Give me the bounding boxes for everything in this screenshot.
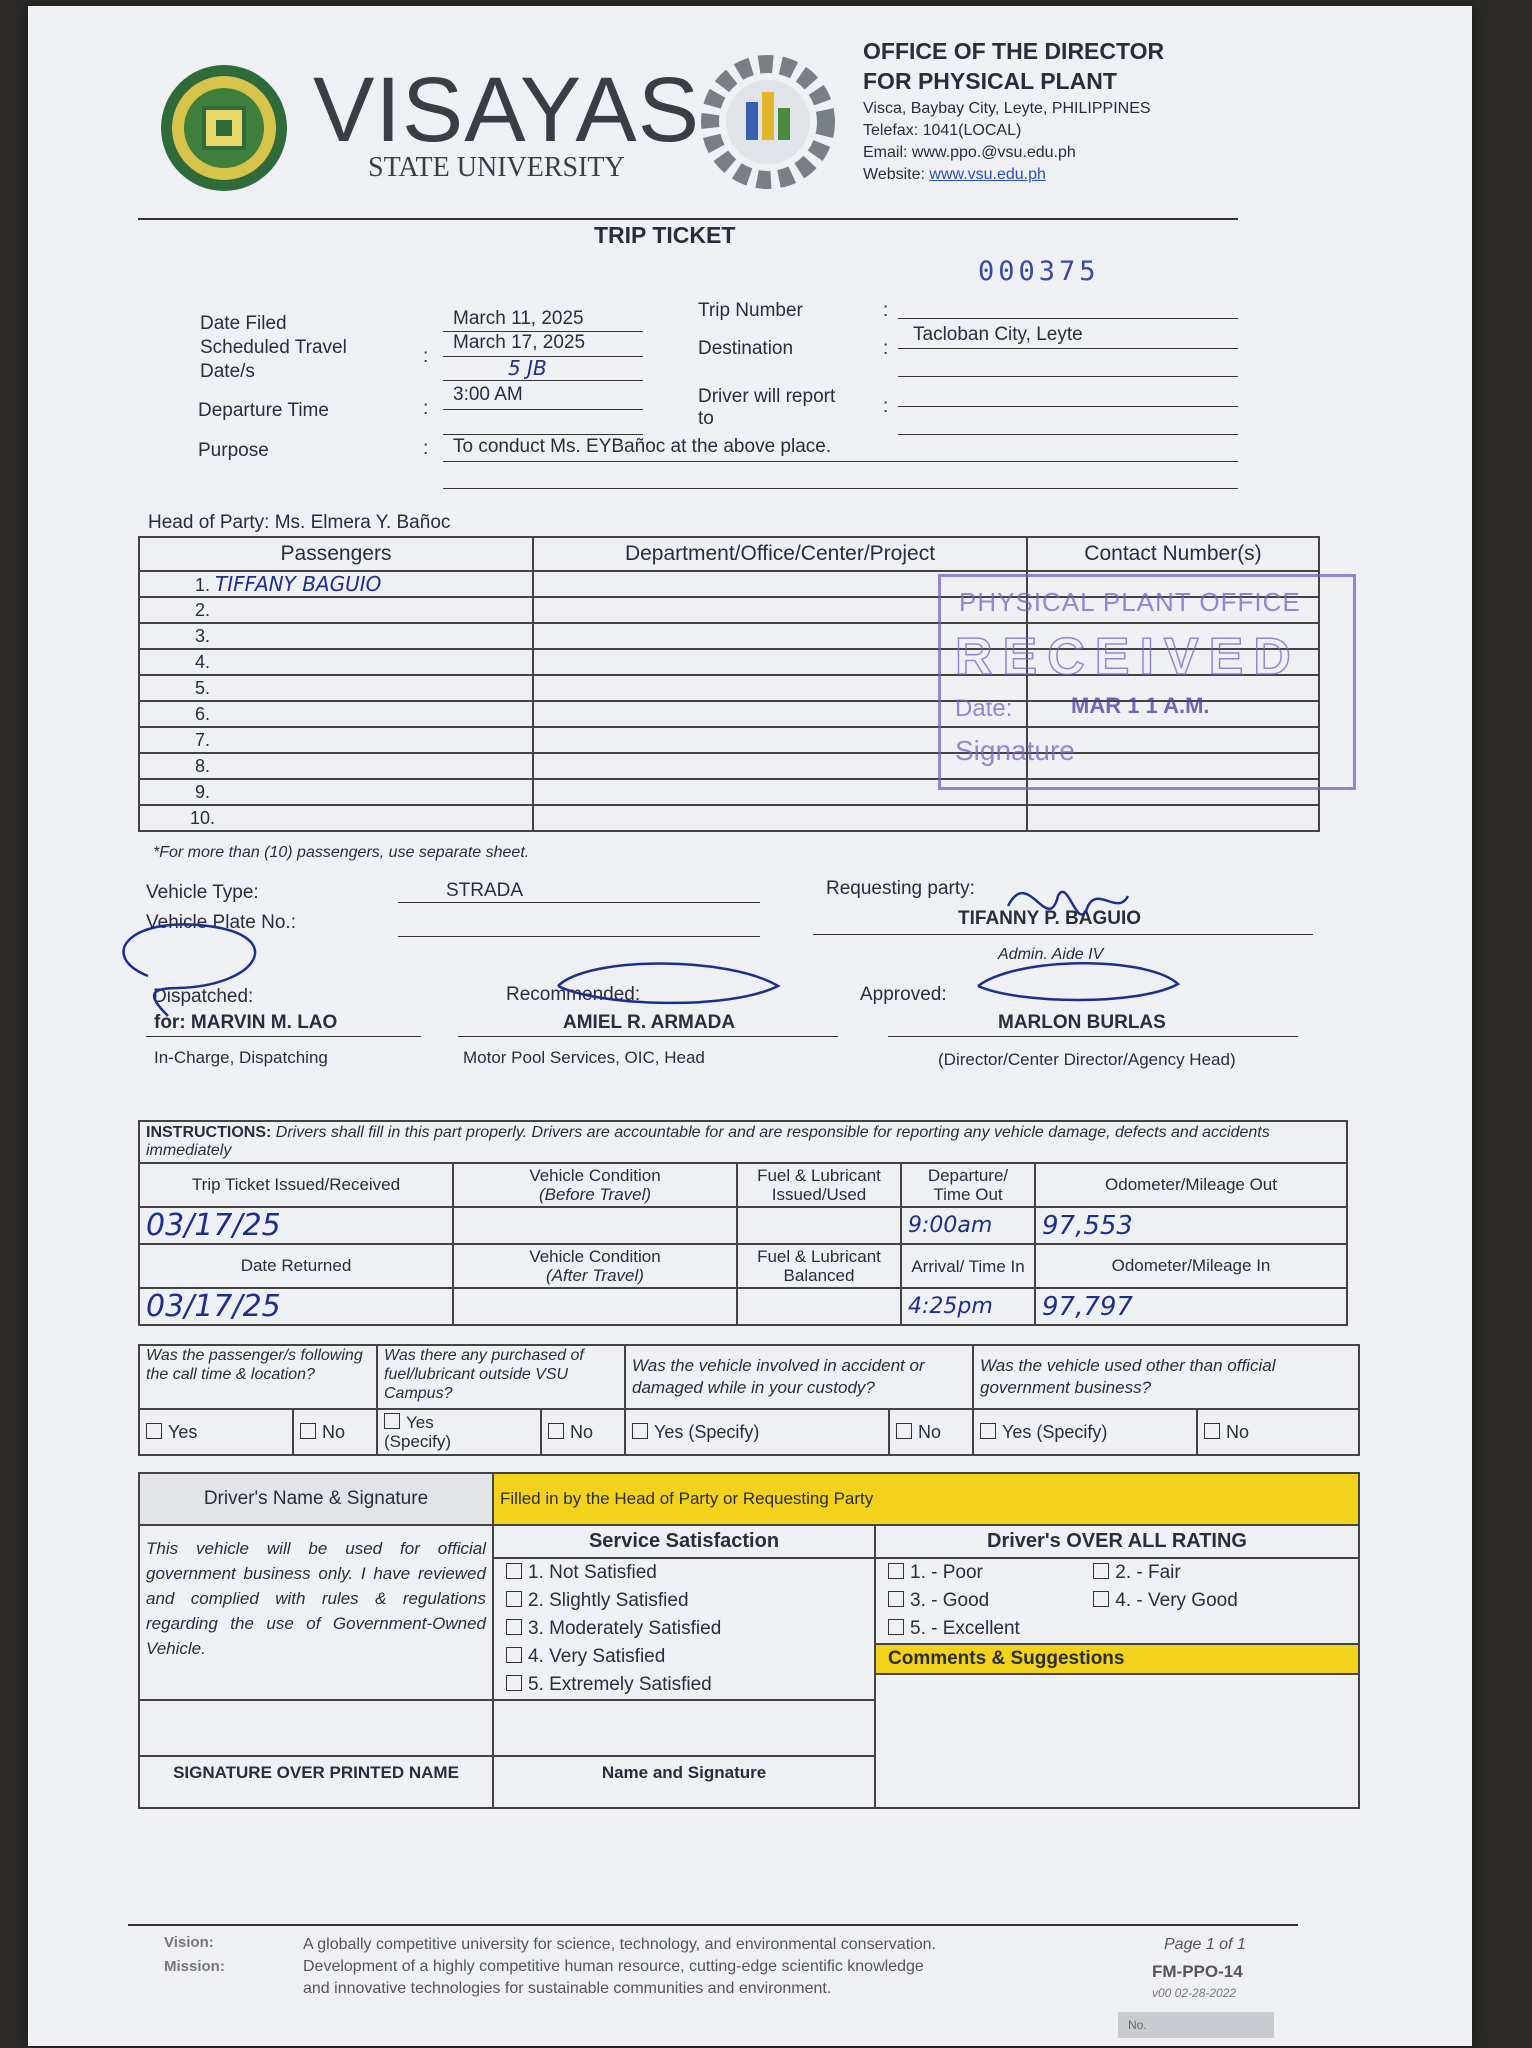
checkbox-icon bbox=[1093, 1563, 1109, 1579]
date-filed-value: March 11, 2025 bbox=[453, 308, 584, 329]
checkbox-icon bbox=[548, 1423, 564, 1439]
driver-statement: This vehicle will be used for official government business only. I have reviewed and complied with rules & regulations regarding the use of Government-Owned Vehicle. bbox=[139, 1525, 493, 1700]
destination-value: Tacloban City, Leyte bbox=[913, 324, 1083, 345]
purpose-label: Purpose bbox=[198, 440, 269, 461]
checkbox-icon bbox=[980, 1423, 996, 1439]
passenger-row: 10. bbox=[139, 805, 533, 831]
departure-handwriting: 9:00am bbox=[901, 1207, 1035, 1244]
q1-yes[interactable]: Yes bbox=[139, 1409, 293, 1455]
signature-scribbles bbox=[88, 876, 1288, 1096]
cond-after: Vehicle Condition (After Travel) bbox=[453, 1244, 737, 1288]
requesting-party-title: Admin. Aide IV bbox=[998, 946, 1104, 963]
passenger-row: 9. bbox=[139, 779, 533, 805]
rating-heading: Driver's OVER ALL RATING bbox=[876, 1526, 1358, 1559]
passenger-row: 6. bbox=[139, 701, 533, 727]
checkbox-icon bbox=[1204, 1423, 1220, 1439]
checkbox-icon bbox=[506, 1591, 522, 1607]
rating-2[interactable]: 2. - Fair bbox=[1093, 1562, 1180, 1583]
office-website bbox=[863, 166, 1046, 184]
vehicle-type-label: Vehicle Type: bbox=[146, 882, 259, 903]
satisfaction-option[interactable]: 2. Slightly Satisfied bbox=[494, 1587, 874, 1615]
checkbox-icon bbox=[506, 1619, 522, 1635]
vehicle-type-value: STRADA bbox=[446, 880, 524, 901]
dispatched-title: In-Charge, Dispatching bbox=[154, 1048, 328, 1067]
stamp-received: RECEIVED bbox=[955, 628, 1301, 686]
destination-label: Destination bbox=[698, 338, 794, 359]
scheduled-label-2: Date/s bbox=[200, 361, 255, 382]
passenger-row: 2. bbox=[139, 597, 533, 623]
satisfaction-option[interactable]: 4. Very Satisfied bbox=[494, 1643, 874, 1671]
requesting-party-name: TIFANNY P. BAGUIO bbox=[958, 908, 1141, 929]
requesting-party-label: Requesting party: bbox=[826, 878, 975, 899]
checkbox-icon bbox=[506, 1675, 522, 1691]
vision-text: A globally competitive university for science, technology, and environmental conservation. bbox=[303, 1936, 936, 1953]
passenger-note: *For more than (10) passengers, use separate sheet. bbox=[153, 844, 530, 861]
report-label-2: to bbox=[698, 408, 714, 429]
mission-text-2: and innovative technologies for sustainable communities and environment. bbox=[303, 1980, 832, 1997]
rating-4[interactable]: 4. - Very Good bbox=[1093, 1590, 1238, 1611]
form-code: FM-PPO-14 bbox=[1152, 1962, 1243, 1981]
fuel-issued: Fuel & Lubricant Issued/Used bbox=[737, 1163, 901, 1207]
scheduled-handwriting: 5 JB bbox=[508, 356, 547, 380]
checkbox-icon bbox=[506, 1563, 522, 1579]
satisfaction-signature-label: Name and Signature bbox=[493, 1756, 875, 1808]
q4-yes[interactable]: Yes (Specify) bbox=[973, 1409, 1197, 1455]
recommended-label: Recommended: bbox=[506, 984, 641, 1005]
dispatched-label: Dispatched: bbox=[153, 986, 254, 1007]
approved-label: Approved: bbox=[860, 984, 947, 1005]
q1-no[interactable]: No bbox=[293, 1409, 377, 1455]
recommended-name: AMIEL R. ARMADA bbox=[563, 1012, 736, 1033]
passenger-row: 1. TIFFANY BAGUIO bbox=[139, 571, 533, 597]
satisfaction-option[interactable]: 5. Extremely Satisfied bbox=[494, 1671, 874, 1699]
form-title: TRIP TICKET bbox=[594, 222, 736, 248]
checkbox-icon bbox=[146, 1423, 162, 1439]
checkbox-icon bbox=[888, 1619, 904, 1635]
passenger-row: 8. bbox=[139, 753, 533, 779]
university-name-big: VISAYAS bbox=[313, 59, 701, 161]
instructions-text: INSTRUCTIONS: Drivers shall fill in this part properly. Drivers are accountable for and are responsible for reporting any vehicle damage, defects and accidents immediately bbox=[139, 1121, 1347, 1163]
checkbox-icon bbox=[300, 1423, 316, 1439]
scheduled-value: March 17, 2025 bbox=[453, 332, 586, 353]
passenger-row: 4. bbox=[139, 649, 533, 675]
returned-label: Date Returned bbox=[139, 1244, 453, 1288]
checkbox-icon bbox=[896, 1423, 912, 1439]
footer-divider bbox=[128, 1924, 1298, 1926]
checkbox-icon bbox=[632, 1423, 648, 1439]
q2-no[interactable]: No bbox=[541, 1409, 625, 1455]
rating-1[interactable]: 1. - Poor bbox=[888, 1562, 1088, 1584]
vehicle-plate-label: Vehicle Plate No.: bbox=[146, 912, 296, 933]
stamp-date-label: Date: bbox=[955, 695, 1013, 722]
odo-out: Odometer/Mileage Out bbox=[1035, 1163, 1347, 1207]
ticket-number: 000375 bbox=[978, 256, 1100, 287]
odo-in: Odometer/Mileage In bbox=[1035, 1244, 1347, 1288]
dispatched-name: for: MARVIN M. LAO bbox=[154, 1012, 338, 1033]
date-filed-label: Date Filed bbox=[200, 313, 287, 334]
stamp-signature-label: Signature bbox=[955, 735, 1075, 766]
odo-in-handwriting: 97,797 bbox=[1035, 1288, 1347, 1325]
office-title-1: OFFICE OF THE DIRECTOR bbox=[863, 38, 1165, 64]
q3-yes[interactable]: Yes (Specify) bbox=[625, 1409, 889, 1455]
checkbox-icon bbox=[1093, 1591, 1109, 1607]
arrival-in: Arrival/ Time In bbox=[901, 1244, 1035, 1288]
q4-no[interactable]: No bbox=[1197, 1409, 1359, 1455]
rating-3[interactable]: 3. - Good bbox=[888, 1590, 1088, 1612]
checkbox-icon bbox=[384, 1413, 400, 1429]
satisfaction-banner: Filled in by the Head of Party or Requesting Party bbox=[493, 1473, 1359, 1525]
form-version: v00 02-28-2022 bbox=[1152, 1986, 1237, 2000]
stamp-date: MAR 1 1 A.M. bbox=[1071, 693, 1210, 718]
col-contact: Contact Number(s) bbox=[1027, 537, 1319, 571]
col-passengers: Passengers bbox=[139, 537, 533, 571]
checkbox-icon bbox=[888, 1591, 904, 1607]
passenger-row: 3. bbox=[139, 623, 533, 649]
instructions-table bbox=[138, 1120, 1348, 1326]
scheduled-label-1: Scheduled Travel bbox=[200, 337, 347, 358]
website-link[interactable]: www.vsu.edu.ph bbox=[929, 166, 1046, 183]
issued-label: Trip Ticket Issued/Received bbox=[139, 1163, 453, 1207]
approved-title: (Director/Center Director/Agency Head) bbox=[938, 1050, 1236, 1069]
recommended-title: Motor Pool Services, OIC, Head bbox=[463, 1048, 705, 1067]
purpose-value: To conduct Ms. EYBañoc at the above place. bbox=[453, 436, 832, 457]
satisfaction-option[interactable]: 1. Not Satisfied bbox=[494, 1559, 874, 1587]
checkbox-icon bbox=[506, 1647, 522, 1663]
col-department: Department/Office/Center/Project bbox=[533, 537, 1027, 571]
vision-label: Vision: bbox=[164, 1934, 214, 1951]
returned-handwriting: 03/17/25 bbox=[139, 1288, 453, 1325]
driver-heading: Driver's Name & Signature bbox=[139, 1473, 493, 1525]
no-field bbox=[1118, 2012, 1274, 2038]
no-label: No. bbox=[1128, 2018, 1147, 2032]
physical-plant-logo bbox=[698, 52, 838, 192]
report-label-1: Driver will report bbox=[698, 386, 836, 407]
vsu-seal-logo bbox=[158, 62, 290, 194]
arrival-handwriting: 4:25pm bbox=[901, 1288, 1035, 1325]
fuel-balanced: Fuel & Lubricant Balanced bbox=[737, 1244, 901, 1288]
satisfaction-option[interactable]: 3. Moderately Satisfied bbox=[494, 1615, 874, 1643]
office-telefax: Telefax: 1041(LOCAL) bbox=[863, 122, 1022, 139]
approved-name: MARLON BURLAS bbox=[998, 1012, 1166, 1033]
issued-handwriting: 03/17/25 bbox=[139, 1207, 453, 1244]
received-stamp bbox=[938, 574, 1356, 790]
question-4: Was the vehicle used other than official government business? bbox=[973, 1345, 1359, 1409]
q3-no[interactable]: No bbox=[889, 1409, 973, 1455]
mission-label: Mission: bbox=[164, 1958, 225, 1975]
questions-table bbox=[138, 1344, 1360, 1456]
header-divider bbox=[138, 218, 1238, 220]
mission-text-1: Development of a highly competitive human resource, cutting-edge scientific knowledge bbox=[303, 1958, 924, 1975]
first-passenger-handwriting: TIFFANY BAGUIO bbox=[215, 572, 382, 596]
cond-before: Vehicle Condition (Before Travel) bbox=[453, 1163, 737, 1207]
departure-label: Departure Time bbox=[198, 400, 329, 421]
question-1: Was the passenger/s following the call time & location? bbox=[139, 1345, 377, 1409]
departure-value: 3:00 AM bbox=[453, 384, 523, 405]
departure-out: Departure/ Time Out bbox=[901, 1163, 1035, 1207]
stamp-office: PHYSICAL PLANT OFFICE bbox=[959, 587, 1301, 617]
office-email: Email: www.ppo.@vsu.edu.ph bbox=[863, 144, 1076, 161]
question-2: Was there any purchased of fuel/lubricant outside VSU Campus? bbox=[377, 1345, 625, 1409]
checkbox-icon bbox=[888, 1563, 904, 1579]
driver-signature-label: SIGNATURE OVER PRINTED NAME bbox=[139, 1756, 493, 1808]
question-3: Was the vehicle involved in accident or damaged while in your custody? bbox=[625, 1345, 973, 1409]
website-label: Website: bbox=[863, 166, 930, 183]
odo-out-handwriting: 97,553 bbox=[1035, 1207, 1347, 1244]
rating-5[interactable]: 5. - Excellent bbox=[876, 1615, 1358, 1643]
head-of-party: Head of Party: Ms. Elmera Y. Bañoc bbox=[148, 512, 451, 533]
bottom-table bbox=[138, 1472, 1360, 1809]
passenger-row: 5. bbox=[139, 675, 533, 701]
trip-ticket-paper: VISAYAS STATE UNIVERSITY OFFICE OF THE DIRECTOR FOR PHYSICAL PLANT Visca, Baybay City, Leyte, PHILIPPINES Telefax: 1041(LOCAL) Email: www.ppo.@vsu.edu.ph Website: www.vsu.edu.ph TRIP TICKET 000375 Date Filed March 11, 2025 Scheduled Travel Date/s : March 17, 2025 5 JB Departure Time : 3:00 AM Purpose : To conduct Ms. EYBañoc at the above place. Trip Number : Destination : Tacloban City, Leyte Driver will report to : Head of Party: Ms. Elmera Y. Bañoc Passengers Department/Office/Center/Project Contact Number(s) 1. TIFFANY BAGUIO 2. 3. 4. 5. 6. 7. 8. 9. 10. *For more than (10) passengers, use separate sheet. PHYSICAL PLANT OFFICE RECEIVED Date: MAR 1 1 A.M. Signature Vehicle Type: STRADA Vehicle Plate No.: Requesting party: TIFANNY P. BAGUIO Admin. Aide IV Dispatched: for: MARVIN M. LAO In-Charge, Dispatching Recommended: AMIEL R. ARMADA Motor Pool Services, OIC, Head Approved: MARLON BURLAS (Director/Center Director/Agency Head) INSTRUCTIONS: Drivers shall fill in this part properly. Drivers are accountable for and are responsible for reporting any vehicle damage, defects and accidents immediately Trip Ticket Issued/Received Vehicle Condition (Before Travel) Fuel & Lubricant Issued/Used Departure/ Time Out Odometer/Mileage Out 03/17/25 9:00am 97,553 Date Returned Vehicle Condition (After Travel) Fuel & Lubricant Balanced Arrival/ Time In Odometer/Mileage In 03/17/25 4:25pm 97,797 Was the passenger/s following the call time & location? Was there any purchased of fuel/lubricant outside VSU Campus? Was the vehicle involved in accident or damaged while in your custody? Was the vehicle used other than official government business? Yes No Yes (Specify) No Yes (Specify) No Yes (Specify) No Driver's Name & Signature Filled in by the Head of Party or Requesting Party This vehicle will be used for official government business only. I have reviewed and complied with rules & regulations regarding the use of Government-Owned Vehicle. Service Satisfaction 1. Not Satisfied 2. Slightly Satisfied 3. Moderately Satisfied 4. Very Satisfied 5. Extremely Satisfied Driver's OVER ALL RATING 1. - Poor 2. - Fair 3. - Good 4. - Very Good 5. - Excellent Comments & Suggestions SIGNATURE OVER PRINTED NAME Name and Signature Vision: Mission: A globally competitive university for science, technology, and environmental conservation. Development of a highly competitive human resource, cutting-edge scientific knowledge and innovative technologies for sustainable communities and environment. Page 1 of 1 FM-PPO-14 v00 02-28-2022 No. bbox=[28, 6, 1472, 2046]
office-title-2: FOR PHYSICAL PLANT bbox=[863, 68, 1117, 94]
comments-heading: Comments & Suggestions bbox=[876, 1643, 1358, 1675]
page-number: Page 1 of 1 bbox=[1164, 1936, 1246, 1953]
trip-number-label: Trip Number bbox=[698, 300, 803, 321]
passenger-row: 7. bbox=[139, 727, 533, 753]
satisfaction-heading: Service Satisfaction bbox=[494, 1526, 874, 1559]
office-address: Visca, Baybay City, Leyte, PHILIPPINES bbox=[863, 100, 1151, 117]
rating-box bbox=[875, 1525, 1359, 1808]
university-name-small: STATE UNIVERSITY bbox=[368, 152, 625, 183]
q2-yes[interactable]: Yes (Specify) bbox=[377, 1409, 541, 1455]
satisfaction-box bbox=[493, 1525, 875, 1700]
